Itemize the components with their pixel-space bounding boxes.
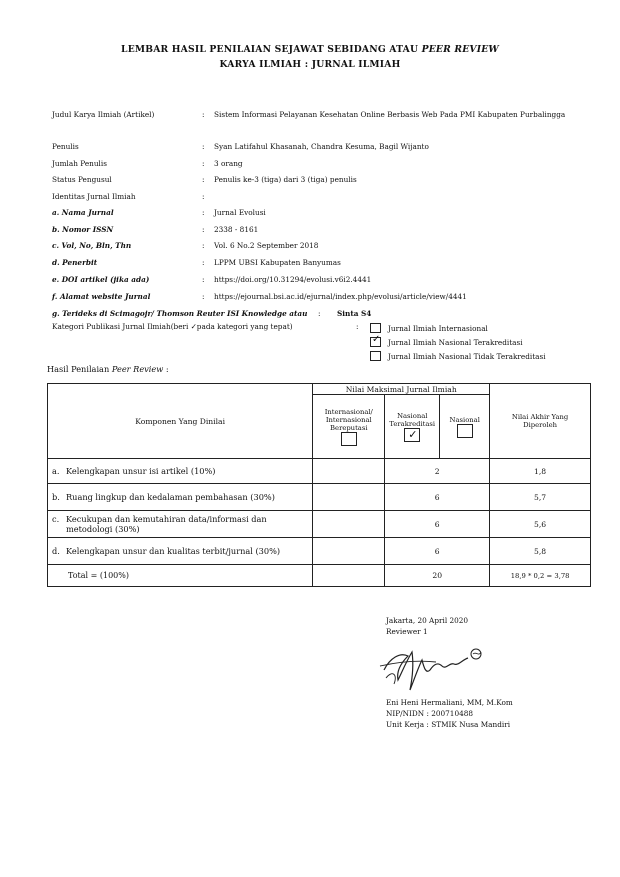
- total-max-cell: 20: [385, 565, 490, 587]
- score-table: [47, 383, 591, 587]
- check-mark-icon: ✓: [408, 427, 418, 441]
- reviewer-unit: Unit Kerja : STMIK Nusa Mandiri: [386, 720, 511, 729]
- kategori-label: Kategori Publikasi Jurnal Ilmiah(beri ✓pada kategori yang tepat): [52, 322, 293, 331]
- document-title-line-1: [0, 44, 620, 55]
- total-label: Total = (100%): [48, 565, 313, 587]
- max-score-cell: 6: [385, 538, 490, 565]
- identity-value: Syan Latifahul Khasanah, Chandra Kesuma, Bagil Wijanto: [214, 142, 429, 151]
- identity-value: https://doi.org/10.31294/evolusi.v6i2.4441: [214, 275, 372, 284]
- kategori-checkbox[interactable]: [370, 323, 381, 333]
- identity-label: d. Penerbit: [52, 258, 98, 267]
- document-title-line-2: KARYA ILMIAH : JURNAL ILMIAH: [219, 59, 401, 70]
- final-score-cell: 5,6: [490, 511, 591, 538]
- identity-label: Identitas Jurnal Ilmiah: [52, 192, 136, 201]
- identity-value: Vol. 6 No.2 September 2018: [214, 241, 319, 250]
- identity-label: f. Alamat website Jurnal: [52, 292, 151, 301]
- identity-label: b. Nomor ISSN: [52, 225, 114, 234]
- header-international: Internasional/ Internasional Bereputasi: [313, 395, 385, 459]
- kategori-checkbox[interactable]: [370, 351, 381, 361]
- header-final-score: Nilai Akhir Yang Diperoleh: [490, 384, 591, 459]
- hasil-penilaian-label: Hasil Penilaian Peer Review :: [47, 364, 169, 374]
- check-mark-icon: ✓: [372, 334, 381, 345]
- component-label: Ruang lingkup dan kedalaman pembahasan (30%): [66, 491, 275, 502]
- header-nasional: Nasional: [440, 395, 490, 459]
- header-nasional-terakreditasi: Nasional Terakreditasi ✓: [385, 395, 440, 459]
- indexed-value-group: : Sinta S4: [318, 309, 372, 318]
- max-score-cell: 6: [385, 511, 490, 538]
- identity-value: Jurnal Evolusi: [214, 208, 266, 217]
- identity-label: Judul Karya Ilmiah (Artikel): [52, 110, 155, 119]
- component-label: Kelengkapan unsur isi artikel (10%): [66, 465, 216, 476]
- identity-value: Sistem Informasi Pelayanan Kesehatan Online Berbasis Web Pada PMI Kabupaten Purbalingga: [214, 110, 566, 119]
- table-row: c. Kecukupan dan kemutahiran data/informasi dan metodologi (30%) 6 5,6: [48, 511, 591, 538]
- reviewer-nip: NIP/NIDN : 200710488: [386, 709, 474, 718]
- kategori-option-text: Jurnal Ilmiah Nasional Terakreditasi: [388, 338, 523, 347]
- identity-label: c. Vol, No, Bln, Thn: [52, 241, 132, 250]
- component-label: Kecukupan dan kemutahiran data/informasi dan metodologi (30%): [66, 513, 267, 534]
- kategori-option-text: Jurnal Ilmiah Internasional: [388, 324, 488, 333]
- total-final-cell: 18,9 * 0,2 = 3,78: [490, 565, 591, 587]
- header-component: Komponen Yang Dinilai: [48, 384, 313, 459]
- header-max-score: Nilai Maksimal Jurnal Ilmiah: [313, 384, 490, 395]
- reviewer-name: Eni Heni Hermaliani, MM, M.Kom: [386, 698, 513, 707]
- title-italic-text: PEER REVIEW: [421, 44, 499, 55]
- indexed-label: g. Terideks di Scimagojr/ Thomson Reuter ISI Knowledge atau: [52, 309, 308, 318]
- max-score-cell: 6: [385, 484, 490, 511]
- identity-value: 3 orang: [214, 159, 243, 168]
- final-score-cell: 5,8: [490, 538, 591, 565]
- kategori-checkbox[interactable]: [370, 334, 381, 347]
- identity-label: Jumlah Penulis: [52, 159, 107, 168]
- identity-label: e. DOI artikel (jika ada): [52, 275, 150, 284]
- table-row: b. Ruang lingkup dan kedalaman pembahasan (30%) 6 5,7: [48, 484, 591, 511]
- identity-label: Penulis: [52, 142, 79, 151]
- kategori-option-text: Jurnal Ilmiah Nasional Tidak Terakreditasi: [388, 352, 546, 361]
- identity-value: https://ejournal.bsi.ac.id/ejurnal/index.php/evolusi/article/view/4441: [214, 292, 467, 301]
- reviewer-role: Reviewer 1: [386, 627, 428, 636]
- international-checkbox[interactable]: [341, 432, 357, 446]
- review-sheet-page: LEMBAR HASIL PENILAIAN SEJAWAT SEBIDANG ATAU PEER REVIEW KARYA ILMIAH : JURNAL ILMIAH Judul Karya Ilmiah (Artikel) : Sistem Informasi Pelayanan Kesehatan Online Berbasis Web Pada PMI Kabupaten Purbalingga Penulis : Syan Latifahul Khasanah, Chandra Kesuma, Bagil Wijanto Jumlah Penulis : 3 orang Status Pengusul : Penulis ke-3 (tiga) dari 3 (tiga) penulis Identitas Jurnal Ilmiah : a. Nama Jurnal : Jurnal Evolusi b. Nomor ISSN : 2338 - 8161 c. Vol, No, Bln, Thn : Vol. 6 No.2 September 2018 d. Penerbit : LPPM UBSI Kabupaten Banyumas e. DOI artikel (jika ada) : https://doi.org/10.31294/evolusi.v6i2.4441 f. Alamat website Jurnal : https://ejournal.bsi.ac.id/ejurnal/index.php/evolusi/article/view/4441 g. Terideks di Scimagojr/ Thomson Reuter ISI Knowledge atau : Sinta S4 Kategori Publikasi Jurnal Ilmiah(beri ✓pada kategori yang tepat) : Jurnal Ilmiah Internasional ✓ Jurnal Ilmiah Nasional Terakreditasi Jurnal Ilmiah Nasional Tidak Terakreditasi Hasil Penilaian Peer Review : Komponen Yang Dinilai Nilai Maksimal Jurnal Ilmiah Nilai Akhir Yang Diperoleh Internasional/ Internasional Bereputasi Nasional Terakreditasi ✓ Nasional a. Kelengkapan unsur isi artikel (10%) 2 1,8 b. Ruang lingkup dan kedalaman pembahasan (30%) 6 5,7 c. Kecukupan dan kemutahiran data/informasi dan metodologi (30%) 6 5,6 d. Kelengkapan unsur dan kualitas terbit/jurnal (30%) 6 5,8 Total = (100%) 20 18,9 * 0,2 = 3,78 Jakarta, 20 April 2020 Reviewer 1 Eni Heni Hermaliani, MM, M.Kom NIP/NIDN : 200710488 Unit Kerja : STMIK Nusa Mandiri: [0, 0, 620, 877]
- component-label: Kelengkapan unsur dan kualitas terbit/jurnal (30%): [66, 545, 281, 556]
- table-row: d. Kelengkapan unsur dan kualitas terbit/jurnal (30%) 6 5,8: [48, 538, 591, 565]
- sign-place-date: Jakarta, 20 April 2020: [386, 616, 469, 625]
- identity-label: Status Pengusul: [52, 175, 112, 184]
- identity-value: 2338 - 8161: [214, 225, 259, 234]
- final-score-cell: 5,7: [490, 484, 591, 511]
- title-main-text: LEMBAR HASIL PENILAIAN SEJAWAT SEBIDANG ATAU: [121, 44, 419, 55]
- final-score-cell: 1,8: [490, 459, 591, 484]
- total-row: [48, 565, 591, 587]
- identity-value: Penulis ke-3 (tiga) dari 3 (tiga) penulis: [214, 175, 357, 184]
- indexed-value: Sinta S4: [337, 309, 372, 318]
- identity-value: LPPM UBSI Kabupaten Banyumas: [214, 258, 341, 267]
- table-row: a. Kelengkapan unsur isi artikel (10%) 2 1,8: [48, 459, 591, 484]
- handwritten-signature: [378, 640, 490, 692]
- identity-label: a. Nama Jurnal: [52, 208, 114, 217]
- nasional-checkbox[interactable]: [457, 424, 473, 438]
- nasional-terakreditasi-checkbox[interactable]: [404, 428, 420, 442]
- max-score-cell: 2: [385, 459, 490, 484]
